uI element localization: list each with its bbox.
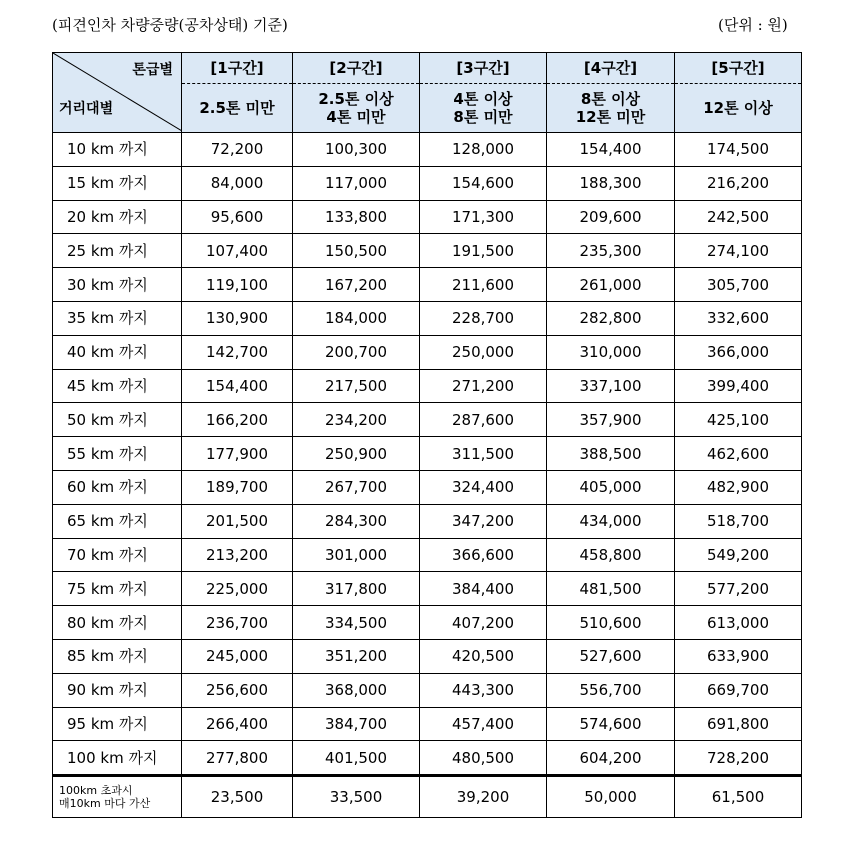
fare-cell: 556,700 <box>547 673 675 707</box>
fare-cell: 250,000 <box>420 335 547 369</box>
fare-cell: 368,000 <box>293 673 420 707</box>
fare-cell: 549,200 <box>675 538 802 572</box>
fare-cell: 84,000 <box>182 166 293 200</box>
fare-cell: 458,800 <box>547 538 675 572</box>
fare-cell: 633,900 <box>675 639 802 673</box>
surcharge-value: 39,200 <box>420 776 547 818</box>
fare-cell: 425,100 <box>675 403 802 437</box>
fare-cell: 366,600 <box>420 538 547 572</box>
weight-range-header <box>420 84 547 133</box>
table-caption: (피견인차 차량중량(공차상태) 기준) <box>52 16 288 34</box>
fare-cell: 130,900 <box>182 301 293 335</box>
table-row <box>53 133 802 167</box>
fare-cell: 188,300 <box>547 166 675 200</box>
weight-range-line: 12톤 이상 <box>703 99 773 117</box>
tow-fare-table <box>52 52 802 818</box>
weight-range-line: 2.5톤 이상 <box>318 90 394 108</box>
fare-cell: 399,400 <box>675 369 802 403</box>
fare-cell: 107,400 <box>182 234 293 268</box>
weight-range-line: 4톤 미만 <box>326 108 386 126</box>
fare-cell: 527,600 <box>547 639 675 673</box>
fare-cell: 366,000 <box>675 335 802 369</box>
distance-cell: 90 km 까지 <box>53 673 182 707</box>
fare-cell: 604,200 <box>547 741 675 776</box>
fare-cell: 72,200 <box>182 133 293 167</box>
unit-caption: (단위 : 원) <box>718 16 788 34</box>
weight-range-line: 2.5톤 미만 <box>199 99 275 117</box>
fare-cell: 480,500 <box>420 741 547 776</box>
fare-cell: 310,000 <box>547 335 675 369</box>
class-header: [4구간] <box>547 53 675 84</box>
fare-cell: 305,700 <box>675 268 802 302</box>
fare-cell: 154,400 <box>182 369 293 403</box>
surcharge-row <box>53 776 802 818</box>
distance-cell: 95 km 까지 <box>53 707 182 741</box>
fare-cell: 510,600 <box>547 606 675 640</box>
table-row <box>53 437 802 471</box>
fare-cell: 117,000 <box>293 166 420 200</box>
table-row <box>53 268 802 302</box>
fare-cell: 384,400 <box>420 572 547 606</box>
fare-cell: 669,700 <box>675 673 802 707</box>
surcharge-label-line: 100km 초과시 <box>59 784 133 798</box>
fare-cell: 245,000 <box>182 639 293 673</box>
fare-cell: 250,900 <box>293 437 420 471</box>
fare-cell: 100,300 <box>293 133 420 167</box>
fare-cell: 324,400 <box>420 470 547 504</box>
fare-cell: 261,000 <box>547 268 675 302</box>
fare-cell: 191,500 <box>420 234 547 268</box>
table-row <box>53 538 802 572</box>
fare-cell: 277,800 <box>182 741 293 776</box>
weight-range-line: 12톤 미만 <box>575 108 646 126</box>
fare-cell: 332,600 <box>675 301 802 335</box>
fare-cell: 311,500 <box>420 437 547 471</box>
corner-label-weight: 톤급별 <box>132 62 173 78</box>
corner-label-distance: 거리대별 <box>59 101 114 117</box>
class-header: [1구간] <box>182 53 293 84</box>
fare-cell: 271,200 <box>420 369 547 403</box>
fare-cell: 177,900 <box>182 437 293 471</box>
fare-cell: 481,500 <box>547 572 675 606</box>
fare-cell: 728,200 <box>675 741 802 776</box>
fare-cell: 301,000 <box>293 538 420 572</box>
fare-cell: 574,600 <box>547 707 675 741</box>
fare-cell: 225,000 <box>182 572 293 606</box>
fare-cell: 518,700 <box>675 504 802 538</box>
surcharge-label <box>53 776 182 818</box>
fare-cell: 334,500 <box>293 606 420 640</box>
fare-cell: 267,700 <box>293 470 420 504</box>
fare-cell: 287,600 <box>420 403 547 437</box>
distance-cell: 10 km 까지 <box>53 133 182 167</box>
distance-cell: 25 km 까지 <box>53 234 182 268</box>
fare-cell: 384,700 <box>293 707 420 741</box>
fare-cell: 284,300 <box>293 504 420 538</box>
weight-range-header <box>182 84 293 133</box>
table-row <box>53 673 802 707</box>
table-row <box>53 707 802 741</box>
surcharge-value: 33,500 <box>293 776 420 818</box>
fare-cell: 234,200 <box>293 403 420 437</box>
table-row <box>53 234 802 268</box>
fare-cell: 171,300 <box>420 200 547 234</box>
distance-cell: 80 km 까지 <box>53 606 182 640</box>
fare-cell: 347,200 <box>420 504 547 538</box>
fare-cell: 166,200 <box>182 403 293 437</box>
distance-cell: 40 km 까지 <box>53 335 182 369</box>
fare-cell: 211,600 <box>420 268 547 302</box>
table-row <box>53 504 802 538</box>
distance-cell: 75 km 까지 <box>53 572 182 606</box>
table-row <box>53 470 802 504</box>
class-header: [2구간] <box>293 53 420 84</box>
table-row <box>53 200 802 234</box>
surcharge-label-line: 매10km 마다 가산 <box>59 797 151 811</box>
fare-cell: 119,100 <box>182 268 293 302</box>
fare-cell: 457,400 <box>420 707 547 741</box>
fare-cell: 274,100 <box>675 234 802 268</box>
fare-cell: 213,200 <box>182 538 293 572</box>
fare-cell: 401,500 <box>293 741 420 776</box>
distance-cell: 60 km 까지 <box>53 470 182 504</box>
header-corner-cell <box>53 53 182 133</box>
fare-cell: 462,600 <box>675 437 802 471</box>
weight-range-line: 8톤 이상 <box>580 90 641 108</box>
table-row <box>53 301 802 335</box>
class-header: [5구간] <box>675 53 802 84</box>
fare-cell: 282,800 <box>547 301 675 335</box>
distance-cell: 55 km 까지 <box>53 437 182 471</box>
fare-cell: 228,700 <box>420 301 547 335</box>
table-row <box>53 741 802 776</box>
fare-cell: 95,600 <box>182 200 293 234</box>
distance-cell: 30 km 까지 <box>53 268 182 302</box>
fare-cell: 167,200 <box>293 268 420 302</box>
weight-range-line: 4톤 이상 <box>453 90 513 108</box>
fare-cell: 174,500 <box>675 133 802 167</box>
fare-cell: 142,700 <box>182 335 293 369</box>
table-row <box>53 403 802 437</box>
distance-cell: 35 km 까지 <box>53 301 182 335</box>
fare-cell: 209,600 <box>547 200 675 234</box>
fare-cell: 443,300 <box>420 673 547 707</box>
surcharge-value: 61,500 <box>675 776 802 818</box>
class-header: [3구간] <box>420 53 547 84</box>
table-row <box>53 166 802 200</box>
fare-cell: 200,700 <box>293 335 420 369</box>
surcharge-value: 50,000 <box>547 776 675 818</box>
fare-cell: 256,600 <box>182 673 293 707</box>
distance-cell: 20 km 까지 <box>53 200 182 234</box>
fare-cell: 201,500 <box>182 504 293 538</box>
table-row <box>53 606 802 640</box>
fare-cell: 266,400 <box>182 707 293 741</box>
table-row <box>53 639 802 673</box>
weight-range-header <box>547 84 675 133</box>
table-row <box>53 369 802 403</box>
fare-cell: 189,700 <box>182 470 293 504</box>
fare-cell: 150,500 <box>293 234 420 268</box>
fare-cell: 317,800 <box>293 572 420 606</box>
fare-cell: 691,800 <box>675 707 802 741</box>
fare-cell: 235,300 <box>547 234 675 268</box>
distance-cell: 85 km 까지 <box>53 639 182 673</box>
fare-cell: 216,200 <box>675 166 802 200</box>
distance-cell: 70 km 까지 <box>53 538 182 572</box>
fare-cell: 236,700 <box>182 606 293 640</box>
table-row <box>53 572 802 606</box>
weight-range-header <box>675 84 802 133</box>
fare-cell: 242,500 <box>675 200 802 234</box>
fare-cell: 407,200 <box>420 606 547 640</box>
table-row <box>53 335 802 369</box>
weight-range-header <box>293 84 420 133</box>
distance-cell: 45 km 까지 <box>53 369 182 403</box>
fare-cell: 128,000 <box>420 133 547 167</box>
fare-cell: 154,600 <box>420 166 547 200</box>
weight-range-line: 8톤 미만 <box>453 108 513 126</box>
fare-cell: 357,900 <box>547 403 675 437</box>
fare-cell: 388,500 <box>547 437 675 471</box>
fare-cell: 133,800 <box>293 200 420 234</box>
fare-cell: 154,400 <box>547 133 675 167</box>
fare-cell: 613,000 <box>675 606 802 640</box>
fare-cell: 482,900 <box>675 470 802 504</box>
distance-cell: 50 km 까지 <box>53 403 182 437</box>
distance-cell: 15 km 까지 <box>53 166 182 200</box>
fare-cell: 577,200 <box>675 572 802 606</box>
distance-cell: 65 km 까지 <box>53 504 182 538</box>
fare-cell: 217,500 <box>293 369 420 403</box>
fare-cell: 337,100 <box>547 369 675 403</box>
fare-cell: 405,000 <box>547 470 675 504</box>
fare-cell: 184,000 <box>293 301 420 335</box>
surcharge-value: 23,500 <box>182 776 293 818</box>
fare-cell: 351,200 <box>293 639 420 673</box>
distance-cell: 100 km 까지 <box>53 741 182 776</box>
fare-cell: 434,000 <box>547 504 675 538</box>
fare-cell: 420,500 <box>420 639 547 673</box>
